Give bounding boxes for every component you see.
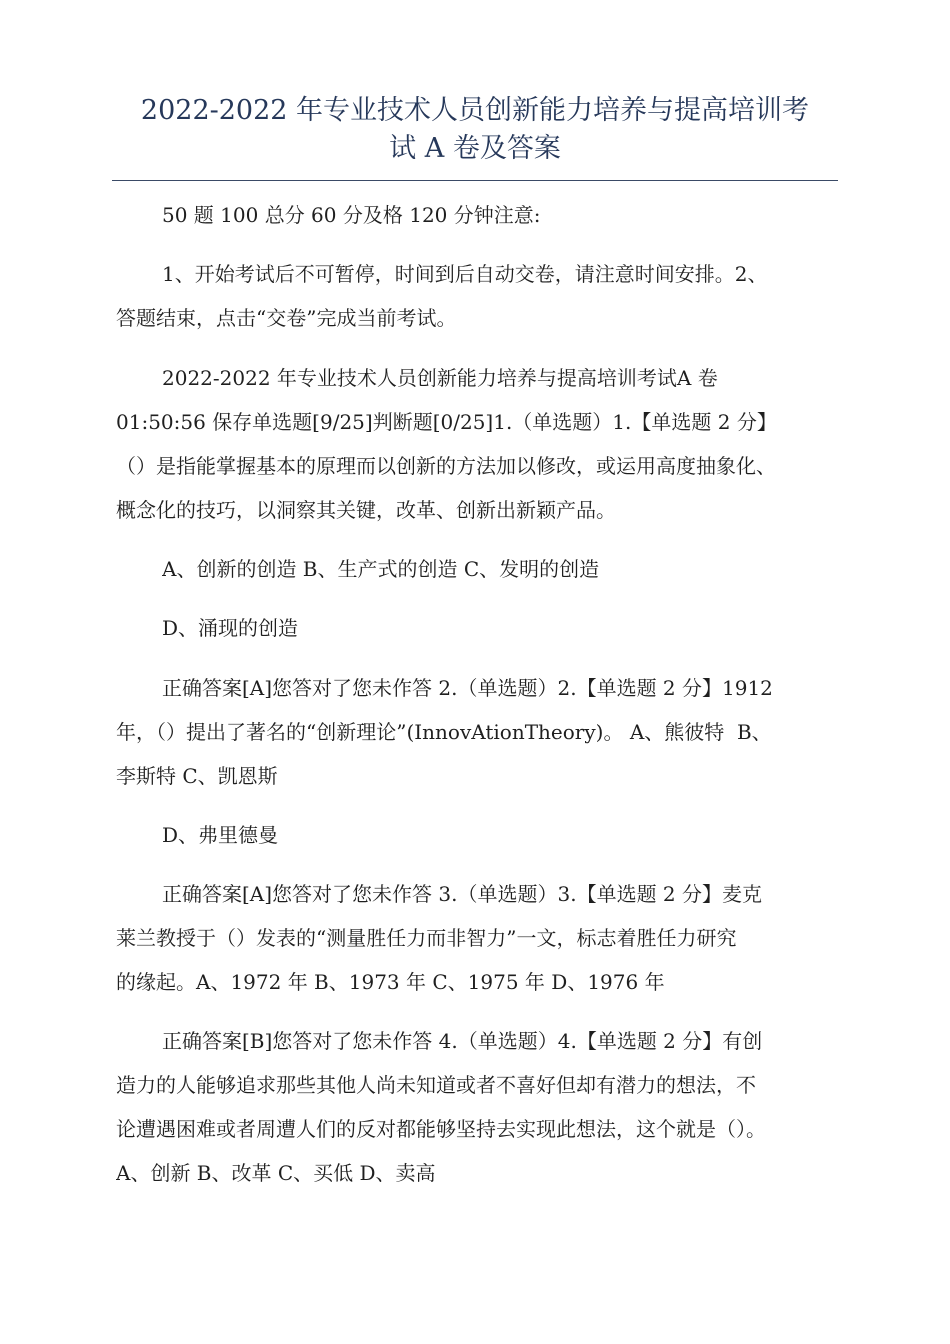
question-4-line: 造力的人能够追求那些其他人尚未知道或者不喜好但却有潜力的想法，不 [116,1073,756,1097]
question-1-option-d: D、涌现的创造 [162,616,299,640]
question-1-options: A、创新的创造 B、生产式的创造 C、发明的创造 [162,557,600,581]
question-2-line: 李斯特 C、凯恩斯 [116,764,278,788]
question-2-line: 正确答案[A]您答对了您未作答 2.（单选题）2.【单选题 2 分】1912 [162,676,773,700]
notice-line: 1、开始考试后不可暂停，时间到后自动交卷，请注意时间安排。2、 [162,262,768,286]
exam-header-line: 2022-2022 年专业技术人员创新能力培养与提高培训考试A 卷 [162,366,718,390]
question-2-line: 年，（）提出了著名的“创新理论”(InnovAtionTheory)。 A、熊彼特 B、 [116,720,772,744]
document-title-line-1: 2022-2022 年专业技术人员创新能力培养与提高培训考 [140,95,810,126]
question-2-option-d: D、弗里德曼 [162,823,279,847]
question-4-options: A、创新 B、改革 C、买低 D、卖高 [116,1161,436,1185]
question-3-line: 莱兰教授于（）发表的“测量胜任力而非智力”一文，标志着胜任力研究 [116,926,737,950]
title-divider [112,180,838,181]
document-title-line-2: 试 A 卷及答案 [389,133,561,164]
notice-line: 答题结束，点击“交卷”完成当前考试。 [116,306,457,330]
exam-info: 50 题 100 总分 60 分及格 120 分钟注意: [162,203,541,227]
question-4-line: 正确答案[B]您答对了您未作答 4.（单选题）4.【单选题 2 分】有创 [162,1029,763,1053]
question-1-line: 01:50:56 保存单选题[9/25]判断题[0/25]1.（单选题）1.【单选题 2 分】 [116,410,777,434]
question-3-line: 正确答案[A]您答对了您未作答 3.（单选题）3.【单选题 2 分】麦克 [162,882,763,906]
question-4-line: 论遭遇困难或者周遭人们的反对都能够坚持去实现此想法，这个就是（）。 [116,1117,766,1141]
question-1-line: 概念化的技巧，以洞察其关键，改革、创新出新颖产品。 [116,498,616,522]
question-1-line: （）是指能掌握基本的原理而以创新的方法加以修改，或运用高度抽象化、 [116,454,776,478]
question-3-line: 的缘起。A、1972 年 B、1973 年 C、1975 年 D、1976 年 [116,970,665,994]
